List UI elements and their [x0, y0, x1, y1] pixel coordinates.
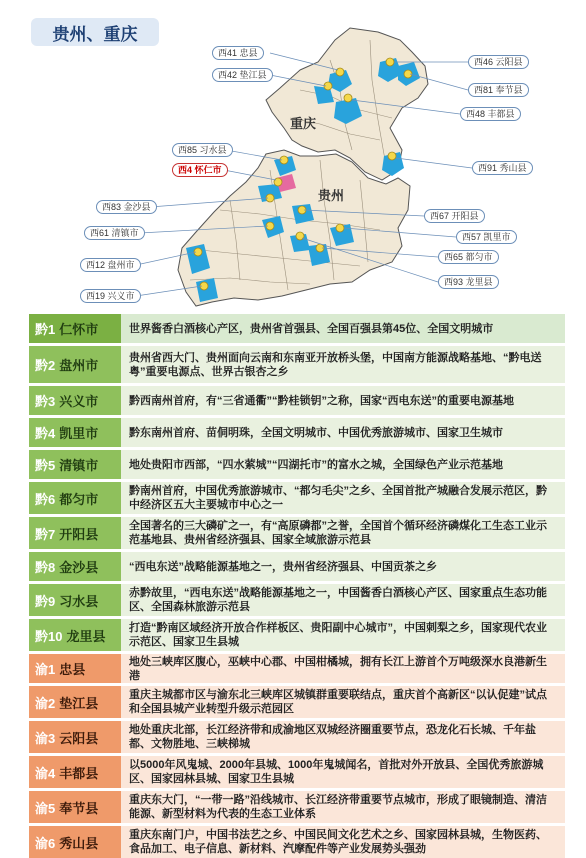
- list-item: [29, 450, 565, 479]
- list-item: [29, 721, 565, 753]
- list-item: [29, 346, 565, 383]
- list-item: [29, 584, 565, 616]
- map-label: 西61 清镇市: [84, 226, 145, 240]
- row-tag: 黔10 龙里县: [29, 619, 121, 651]
- map-label: 西93 龙里县: [438, 275, 499, 289]
- row-description: 地处贵阳市西部，“四水萦城”“四湖托市”的富水之城，全国绿色产业示范基地: [121, 450, 565, 479]
- row-description: “西电东送”战略能源基地之一，贵州省经济强县、中国贡茶之乡: [121, 552, 565, 581]
- row-tag: 黔5 清镇市: [29, 450, 121, 479]
- row-description: 黔西南州首府，有“三省通衢”“黔桂锁钥”之称，国家“西电东送”的重要电源基地: [121, 386, 565, 415]
- row-description: 贵州省西大门、贵州面向云南和东南亚开放桥头堡，中国南方能源战略基地、“黔电送粤”重要电源点、世界古银杏之乡: [121, 346, 565, 383]
- marker-pin: [296, 232, 304, 240]
- map-label: 西85 习水县: [172, 143, 233, 157]
- map-label: 西46 云阳县: [468, 55, 529, 69]
- row-description: 重庆东大门，“一带一路”沿线城市、长江经济带重要节点城市，形成了眼镜制造、清洁能源、新型材料为代表的生态工业体系: [121, 791, 565, 823]
- row-tag: 黔4 凯里市: [29, 418, 121, 447]
- label-chongqing: 重庆: [290, 116, 317, 131]
- map-label-highlight: 西4 怀仁市: [172, 163, 228, 177]
- map-label: 西41 忠县: [212, 46, 264, 60]
- map-label: 西48 丰都县: [460, 107, 521, 121]
- row-description: 打造“黔南区域经济开放合作样板区、贵阳副中心城市”，中国刺梨之乡，国家现代农业示范区、国家卫生县城: [121, 619, 565, 651]
- row-tag: 渝2 垫江县: [29, 686, 121, 718]
- row-description: 地处重庆北部，长江经济带和成渝地区双城经济圈重要节点，恐龙化石长城、千年盐都、文物胜地、三峡梯城: [121, 721, 565, 753]
- list-item: [29, 756, 565, 788]
- row-tag: 黔7 开阳县: [29, 517, 121, 549]
- region-xingyi: [196, 278, 218, 302]
- row-tag: 黔3 兴义市: [29, 386, 121, 415]
- marker-pin: [336, 224, 344, 232]
- map-label: 西67 开阳县: [424, 209, 485, 223]
- map-label: 西42 垫江县: [212, 68, 273, 82]
- marker-pin: [386, 58, 394, 66]
- row-tag: 黔9 习水县: [29, 584, 121, 616]
- row-description: 重庆东南门户，中国书法艺之乡、中国民间文化艺术之乡、国家园林县城，生物医药、食品加工、电子信息、新材料、汽摩配件等产业发展势头强劲: [121, 826, 565, 858]
- list-item: [29, 826, 565, 858]
- map-label: 西57 凯里市: [456, 230, 517, 244]
- map-label: 西12 盘州市: [80, 258, 141, 272]
- list-item: [29, 791, 565, 823]
- row-description: 赤黔故里，“西电东送”战略能源基地之一，中国酱香白酒核心产区、国家重点生态功能区、全国森林旅游示范县: [121, 584, 565, 616]
- list-item: [29, 654, 565, 683]
- row-tag: 渝4 丰都县: [29, 756, 121, 788]
- list-item: [29, 314, 565, 343]
- map-label: 西91 秀山县: [472, 161, 533, 175]
- label-guizhou: 贵州: [318, 188, 345, 203]
- list-item: [29, 418, 565, 447]
- list-item: [29, 482, 565, 514]
- page-title: 贵州、重庆: [31, 18, 159, 46]
- row-tag: 渝6 秀山县: [29, 826, 121, 858]
- map-label: 西81 奉节县: [468, 83, 529, 97]
- row-tag: 黔6 都匀市: [29, 482, 121, 514]
- row-tag: 黔2 盘州市: [29, 346, 121, 383]
- row-tag: 渝3 云阳县: [29, 721, 121, 753]
- list-item: [29, 552, 565, 581]
- marker-pin: [336, 68, 344, 76]
- list-item: [29, 686, 565, 718]
- marker-pin: [388, 152, 396, 160]
- row-tag: 渝1 忠县: [29, 654, 121, 683]
- map: [0, 0, 586, 312]
- map-label: 西65 都匀市: [438, 250, 499, 264]
- row-description: 以5000年风鬼城、2000年县城、1000年鬼城闻名，首批对外开放县、全国优秀旅游城区、国家园林县城、国家卫生县城: [121, 756, 565, 788]
- list-item: [29, 517, 565, 549]
- row-description: 全国著名的三大磷矿之一，有“高原磷都”之誉，全国首个循环经济磷煤化工生态工业示范基地县、贵州省经济强县、国家全域旅游示范县: [121, 517, 565, 549]
- row-description: 黔东南州首府、苗侗明珠，全国文明城市、中国优秀旅游城市、国家卫生城市: [121, 418, 565, 447]
- row-tag: 黔8 金沙县: [29, 552, 121, 581]
- row-description: 地处三峡库区腹心，巫峡中心郡、中国柑橘城，拥有长江上游首个万吨级深水良港新生港: [121, 654, 565, 683]
- map-label: 西83 金沙县: [96, 200, 157, 214]
- marker-pin: [344, 94, 352, 102]
- row-tag: 渝5 奉节县: [29, 791, 121, 823]
- row-description: 黔南州首府，中国优秀旅游城市、“都匀毛尖”之乡、全国首批产城融合发展示范区，黔中经济区五大主要城市中心之一: [121, 482, 565, 514]
- list-item: [29, 619, 565, 651]
- row-description: 世界酱香白酒核心产区，贵州省首强县、全国百强县第45位、全国文明城市: [121, 314, 565, 343]
- row-tag: 黔1 仁怀市: [29, 314, 121, 343]
- list-item: [29, 386, 565, 415]
- marker-pin: [274, 178, 282, 186]
- map-label: 西19 兴义市: [80, 289, 141, 303]
- row-description: 重庆主城都市区与渝东北三峡库区城镇群重要联结点，重庆首个高新区“以认促建”试点和全国县城产业转型升级示范园区: [121, 686, 565, 718]
